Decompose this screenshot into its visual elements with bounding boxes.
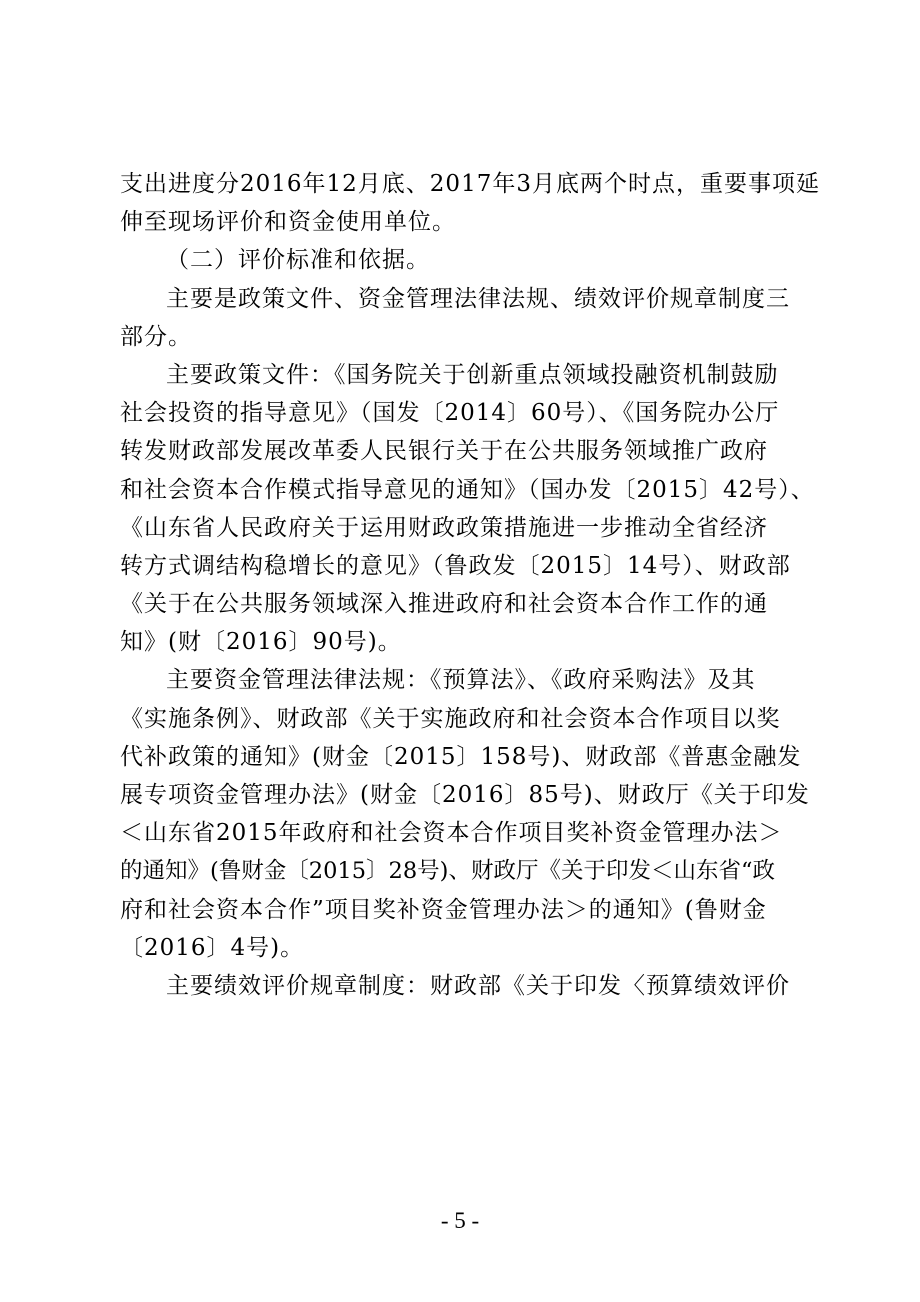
text-line: 主要绩效评价规章制度：财政部《关于印发〈预算绩效评价	[166, 972, 790, 999]
page-number: - 5 -	[440, 1208, 480, 1233]
text-line: 知》(财〔2016〕90号)。	[120, 629, 402, 656]
text-line: 《实施条例》、财政部《关于实施政府和社会资本合作项目以奖	[120, 705, 781, 732]
text-line: 部分。	[120, 323, 192, 350]
text-line: 〔2016〕4号)。	[120, 934, 305, 961]
text-line: 主要政策文件：《国务院关于创新重点领域投融资机制鼓励	[166, 361, 779, 388]
text-line: 《关于在公共服务领域深入推进政府和社会资本合作工作的通	[120, 591, 768, 618]
text-line: 《山东省人民政府关于运用财政政策措施进一步推动全省经济	[120, 514, 768, 541]
text-line: 主要资金管理法律法规：《预算法》、《政府采购法》及其	[166, 667, 756, 694]
text-line: 代补政策的通知》(财金〔2015〕158号)、财政部《普惠金融发	[120, 743, 802, 770]
text-line: 伸至现场评价和资金使用单位。	[120, 209, 456, 236]
text-line: 的通知》(鲁财金〔2015〕28号)、财政厅《关于印发＜山东省“政	[120, 858, 775, 885]
text-line: 转发财政部发展改革委人民银行关于在公共服务领域推广政府	[120, 438, 768, 465]
text-line: 展专项资金管理办法》(财金〔2016〕85号)、财政厅《关于印发	[120, 782, 810, 808]
text-line: 转方式调结构稳增长的意见》（鲁政发〔2015〕14号）、财政部	[120, 552, 791, 579]
text-line: 支出进度分2016年12月底、2017年3月底两个时点，重要事项延	[120, 171, 820, 197]
text-line: 和社会资本合作模式指导意见的通知》（国办发〔2015〕42号）、	[120, 476, 815, 503]
text-line: ＜山东省2015年政府和社会资本合作项目奖补资金管理办法＞	[120, 820, 783, 847]
text-line: 府和社会资本合作”项目奖补资金管理办法＞的通知》(鲁财金	[120, 896, 767, 923]
text-line: 社会投资的指导意见》（国发〔2014〕60号）、《国务院办公厅	[120, 400, 780, 427]
document-body	[120, 165, 820, 1005]
text-line: 主要是政策文件、资金管理法律法规、绩效评价规章制度三	[166, 285, 790, 312]
section-heading: （二）评价标准和依据。	[166, 247, 430, 274]
